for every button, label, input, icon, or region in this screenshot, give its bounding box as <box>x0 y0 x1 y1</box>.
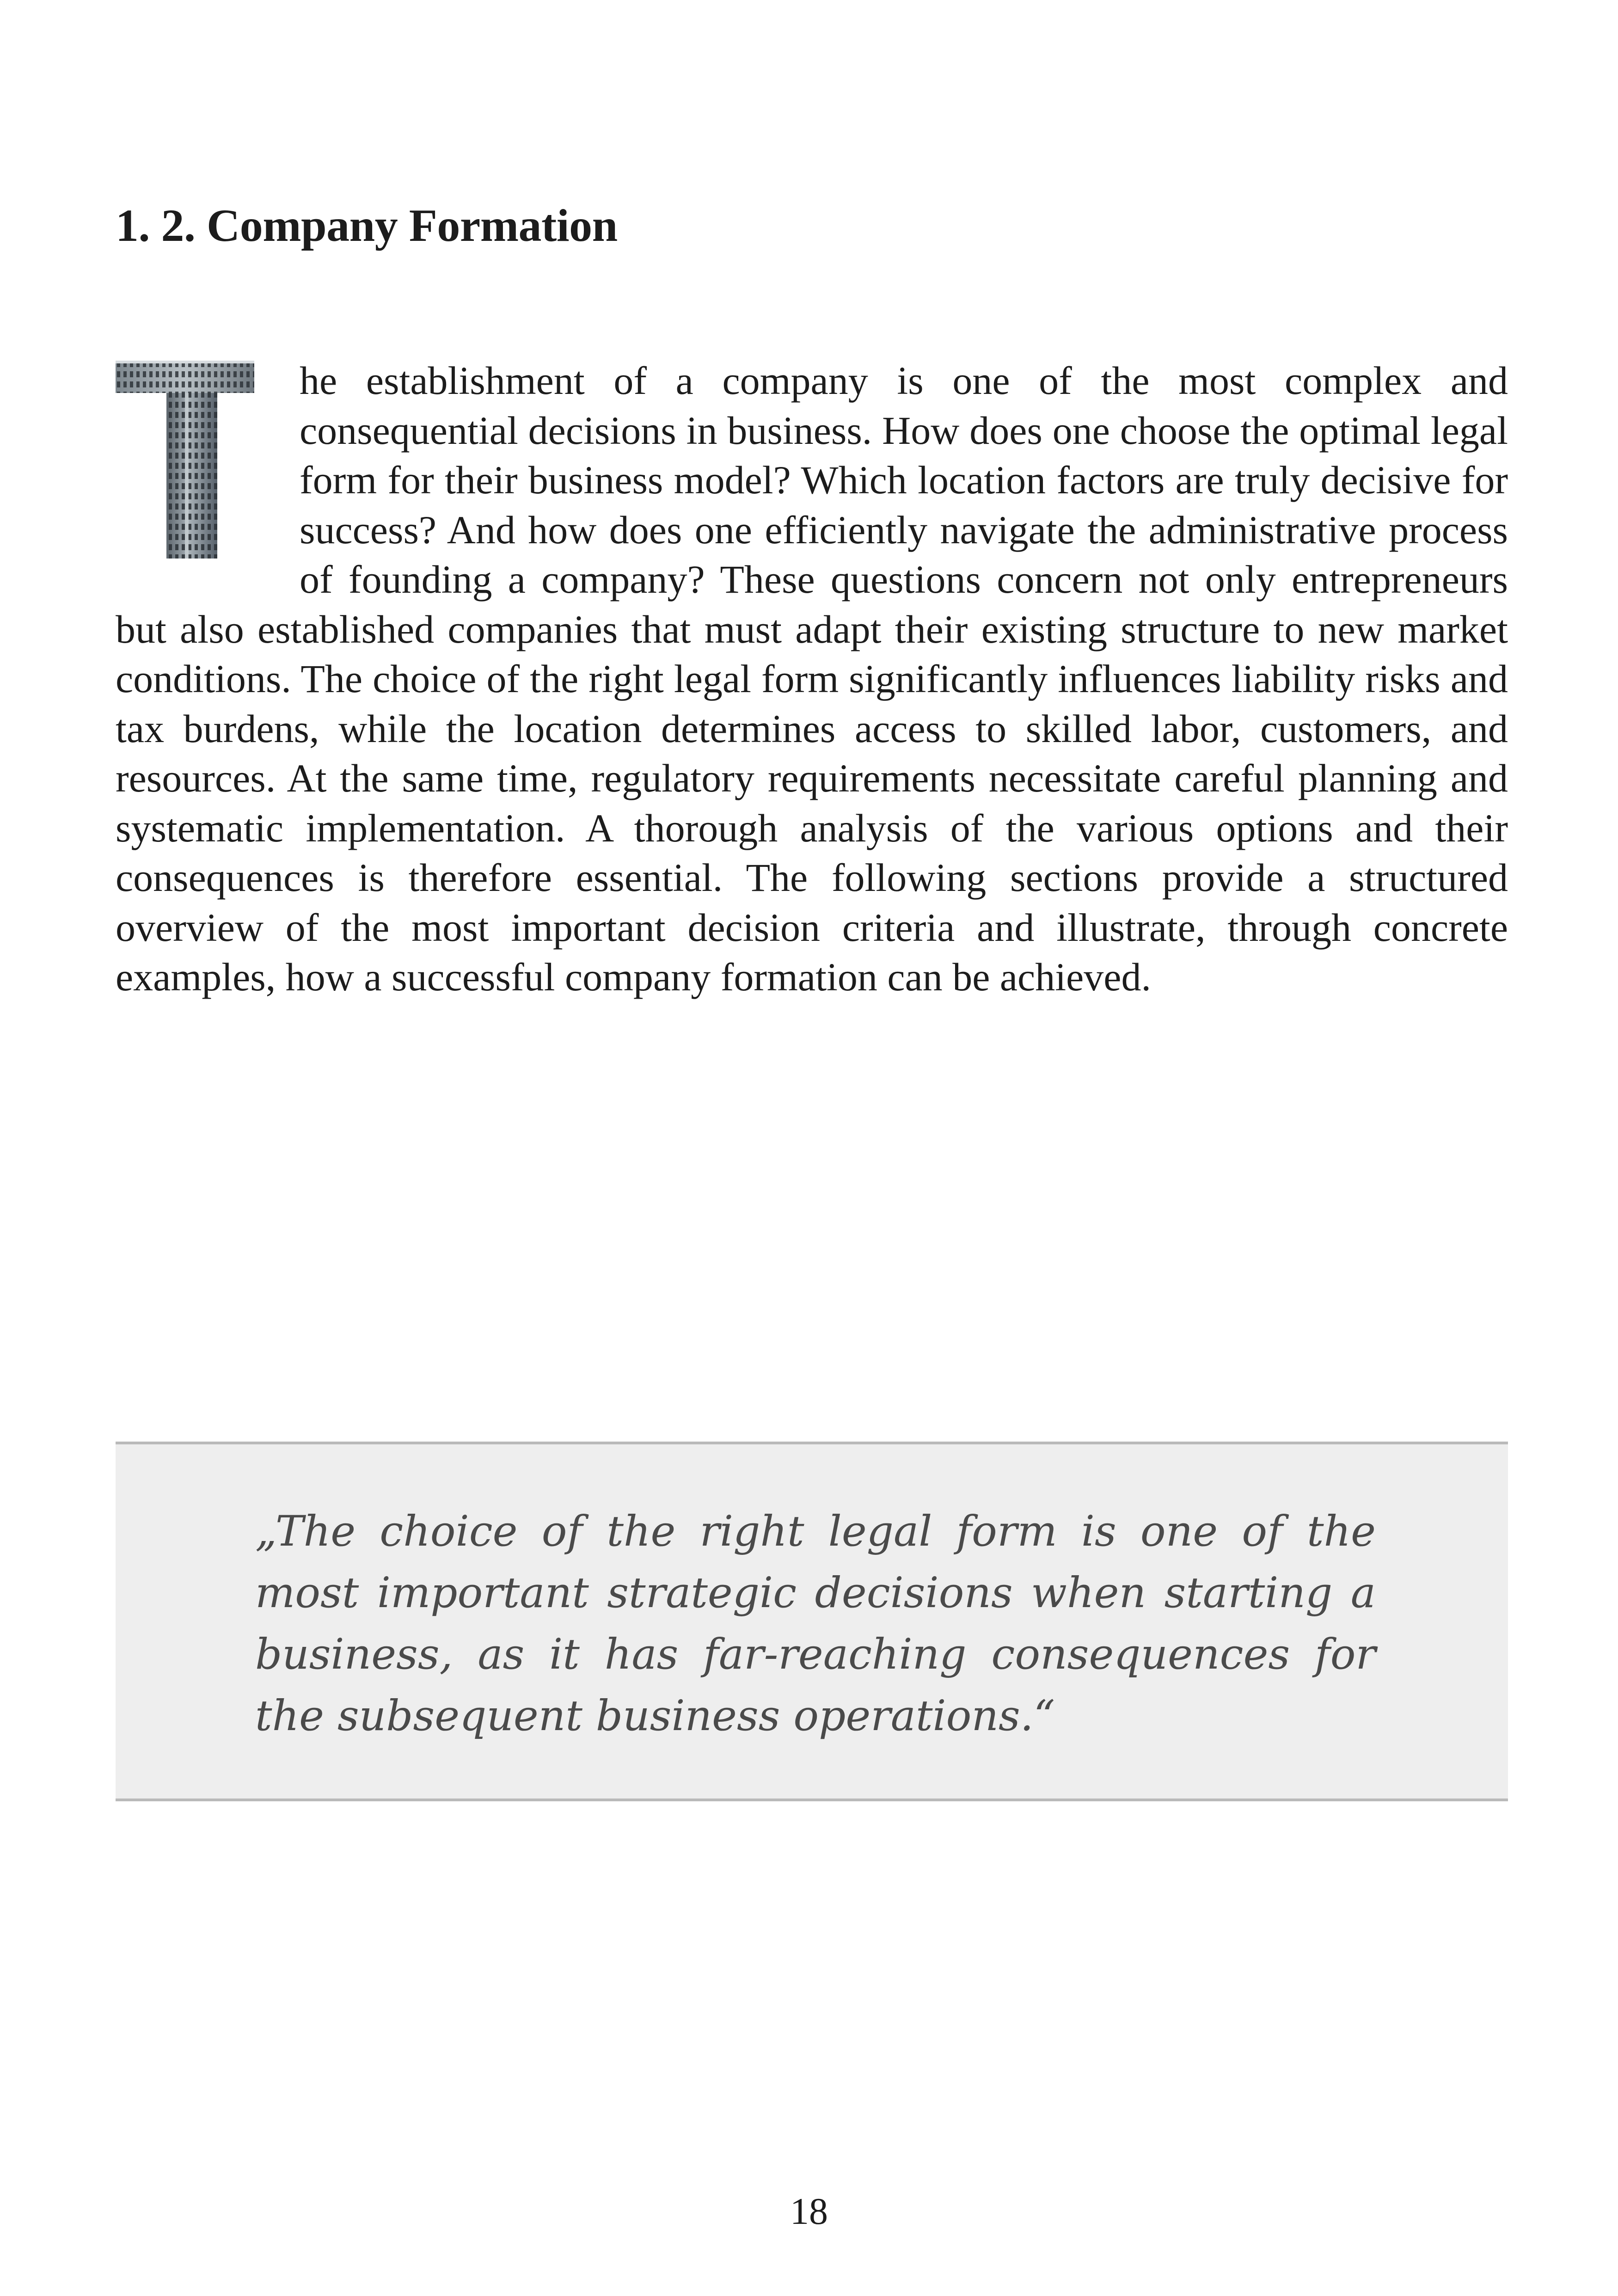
pull-quote-text: „The choice of the right legal form is one of the most important strategic decisions when starting a business, as it has far-reaching consequences for the subsequent business operations.“ <box>255 1507 1376 1740</box>
pull-quote-box <box>116 1442 1508 1801</box>
building-letter-t-icon <box>116 360 254 559</box>
body-paragraph: he establishment of a company is one of the most complex and consequential decisions in business. How does one choose the optimal legal form for their business model? Which location factors are truly decisive for success? And how does one efficiently navigate the administrative process of founding a company? These questions concern not only entrepreneurs but also established companies that must adapt their existing structure to new market conditions. The choice of the right legal form significantly influences liability risks and tax burdens, while the location determines access to skilled labor, customers, and resources. At the same time, regulatory requirements necessitate careful planning and systematic implementation. A thorough analysis of the various options and their consequences is therefore essential. The following sections provide a structured overview of the most important decision criteria and illustrate, through concrete examples, how a successful company formation can be achieved. <box>116 358 1508 999</box>
section-body <box>116 356 1508 1002</box>
dropcap-letter-image <box>116 360 254 559</box>
page-number: 18 <box>790 2190 828 2232</box>
section-heading: 1. 2. Company Formation <box>116 200 618 251</box>
